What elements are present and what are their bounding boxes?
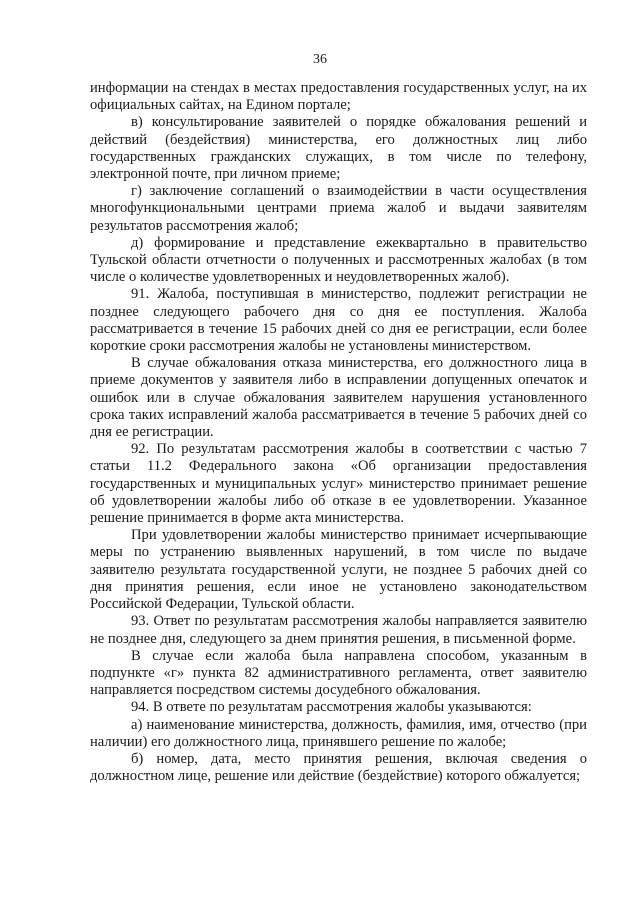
paragraph-93: 93. Ответ по результатам рассмотрения жалобы направляется заявителю не позднее дня, следующего за днем принятия решения, в письменной форме. xyxy=(90,613,587,647)
paragraph-92: 92. По результатам рассмотрения жалобы в соответствии с частью 7 статьи 11.2 Федерального закона «Об организации предоставления государственных и муниципальных услуг» министерство принимает решение об удовлетворении жалобы либо об отказе в ее удовлетворении. Указанное решение принимается в форме акта министерства. xyxy=(90,441,587,527)
paragraph-item-d: д) формирование и представление ежеквартально в правительство Тульской области отчетности о полученных и рассмотренных жалобах (в том числе о количестве удовлетворенных и неудовлетворенных жалоб). xyxy=(90,234,587,286)
page-number: 36 xyxy=(313,52,327,67)
paragraph-item-v: в) консультирование заявителей о порядке обжалования решений и действий (бездействия) министерства, его должностных лиц либо государственных гражданских служащих, в том числе по телефону, электронной почте, при личном приеме; xyxy=(90,114,587,183)
paragraph-91: 91. Жалоба, поступившая в министерство, подлежит регистрации не позднее следующего рабочего дня со дня ее поступления. Жалоба рассматривается в течение 15 рабочих дней со дня ее регистрации, если более короткие сроки рассмотрения жалобы не установлены министерством. xyxy=(90,286,587,355)
paragraph-94-b: б) номер, дата, место принятия решения, включая сведения о должностном лице, решение или действие (бездействие) которого обжалуется; xyxy=(90,750,587,785)
paragraph-94: 94. В ответе по результатам рассмотрения жалобы указываются: xyxy=(131,699,532,716)
paragraph-92-satisfaction: При удовлетворении жалобы министерство принимает исчерпывающие меры по устранению выявленных нарушений, в том числе по выдаче заявителю результата государственной услуги, не позднее 5 рабочих дней со дня принятия решения, если иное не установлено законодательством Российской Федерации, Тульской области. xyxy=(90,527,587,613)
document-body xyxy=(90,80,587,785)
paragraph-94-a: а) наименование министерства, должность, фамилия, имя, отчество (при наличии) его должностного лица, принявшего решение по жалобе; xyxy=(90,716,587,750)
paragraph-item-g: г) заключение соглашений о взаимодействии в части осуществления многофункциональными центрами приема жалоб и выдачи заявителям результатов рассмотрения жалоб; xyxy=(90,183,587,234)
paragraph-continuation: информации на стендах в местах предоставления государственных услуг, на их официальных сайтах, на Едином портале; xyxy=(90,80,587,114)
paragraph-93-electronic: В случае если жалоба была направлена способом, указанным в подпункте «г» пункта 82 административного регламента, ответ заявителю направляется посредством системы досудебного обжалования. xyxy=(90,647,587,699)
paragraph-91-refusal: В случае обжалования отказа министерства, его должностного лица в приеме документов у заявителя либо в исправлении допущенных опечаток и ошибок или в случае обжалования заявителем нарушения установленного срока таких исправлений жалоба рассматривается в течение 5 рабочих дней со дня ее регистрации. xyxy=(90,355,587,441)
